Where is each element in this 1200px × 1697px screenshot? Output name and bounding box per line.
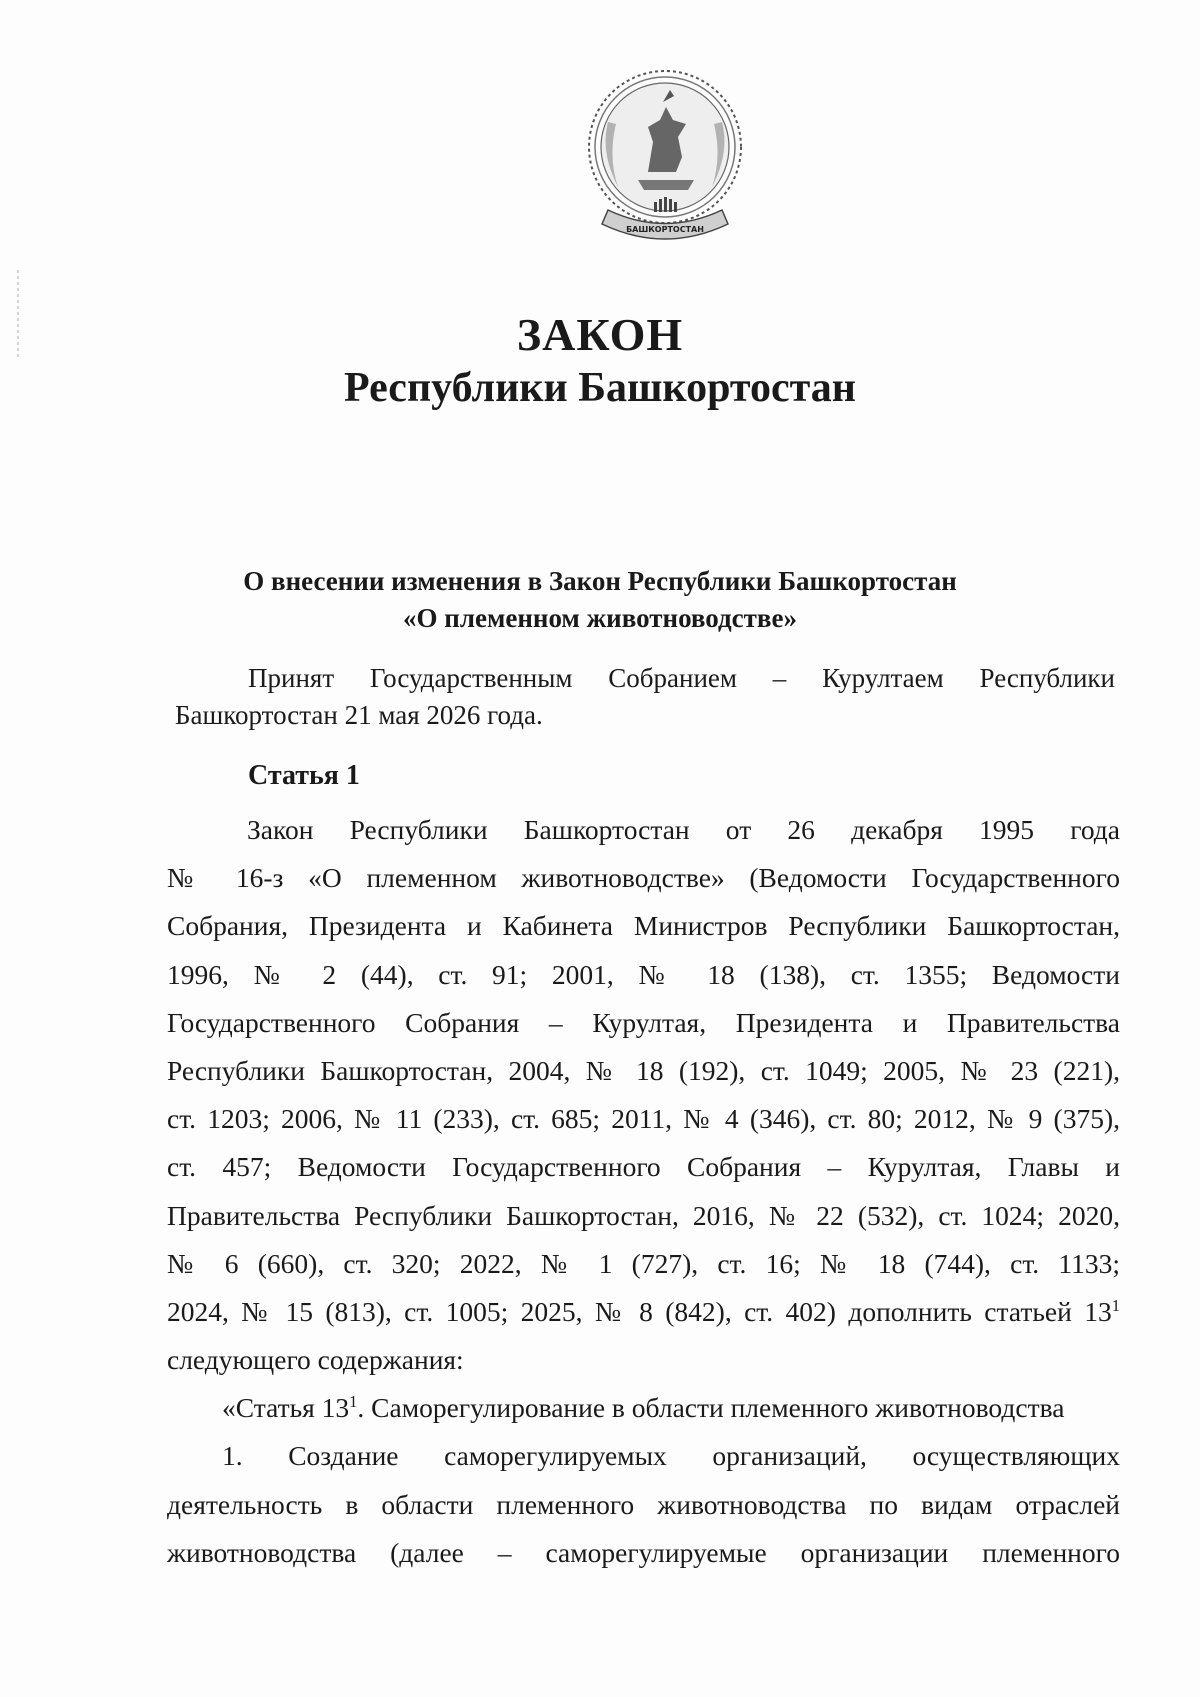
body-line: № 6 (660), ст. 320; 2022, № 1 (727), ст. 16; № 18 (744), ст. 1133; bbox=[167, 1247, 1120, 1279]
body-line bbox=[167, 1288, 1120, 1336]
body-line: Собрания, Президента и Кабинета Министров Республики Башкортостан, bbox=[167, 910, 1120, 942]
superscript: 1 bbox=[349, 1392, 358, 1412]
body-line: № 16-з «О племенном животноводстве» (Ведомости Государственного bbox=[167, 862, 1120, 894]
document-subtitle: Республики Башкортостан bbox=[344, 365, 856, 411]
body-line: животноводства (далее – саморегулируемые организации племенного bbox=[167, 1536, 1120, 1568]
document-title: ЗАКОН bbox=[516, 309, 684, 360]
body-line bbox=[167, 1384, 1120, 1432]
law-heading-line: О внесении изменения в Закон Республики Башкортостан bbox=[243, 566, 957, 596]
law-heading bbox=[0, 563, 1200, 637]
body-line: Правительства Республики Башкортостан, 2016, № 22 (532), ст. 1024; 2020, bbox=[167, 1199, 1120, 1231]
law-heading-line: «О племенном животноводстве» bbox=[403, 603, 797, 633]
body-line: 1. Создание саморегулируемых организаций, осуществляющих bbox=[222, 1440, 1120, 1472]
superscript: 1 bbox=[1111, 1295, 1120, 1315]
adoption-line: Башкортостан 21 мая 2026 года. bbox=[175, 700, 543, 730]
svg-text:БАШКОРТОСТАН: БАШКОРТОСТАН bbox=[626, 225, 704, 234]
body-line: 1996, № 2 (44), ст. 91; 2001, № 18 (138), ст. 1355; Ведомости bbox=[167, 958, 1120, 990]
adoption-note bbox=[175, 660, 1115, 734]
quote-title-start: «Статья 13 bbox=[222, 1392, 350, 1424]
quote-title-rest: . Саморегулирование в области племенного животноводства bbox=[357, 1392, 1065, 1424]
body-line: следующего содержания: bbox=[167, 1344, 464, 1376]
article-title: Статья 1 bbox=[248, 760, 360, 791]
body-line: Закон Республики Башкортостан от 26 декабря 1995 года bbox=[247, 814, 1120, 845]
body-line: ст. 457; Ведомости Государственного Собрания – Курултая, Главы и bbox=[167, 1151, 1120, 1183]
bashkortostan-emblem-icon bbox=[578, 62, 753, 252]
adoption-line: Принят Государственным Собранием – Курултаем Республики bbox=[248, 663, 1115, 693]
body-line: Республики Башкортостан, 2004, № 18 (192), ст. 1049; 2005, № 23 (221), bbox=[167, 1054, 1120, 1086]
body-line: Государственного Собрания – Курултая, Президента и Правительства bbox=[167, 1006, 1120, 1038]
body-line: ст. 1203; 2006, № 11 (233), ст. 685; 2011, № 4 (346), ст. 80; 2012, № 9 (375), bbox=[167, 1103, 1120, 1135]
body-line-text: 2024, № 15 (813), ст. 1005; 2025, № 8 (842), ст. 402) дополнить статьей 13 bbox=[167, 1295, 1112, 1327]
article-body bbox=[167, 806, 1120, 1577]
body-line: деятельность в области племенного животноводства по видам отраслей bbox=[167, 1488, 1120, 1520]
